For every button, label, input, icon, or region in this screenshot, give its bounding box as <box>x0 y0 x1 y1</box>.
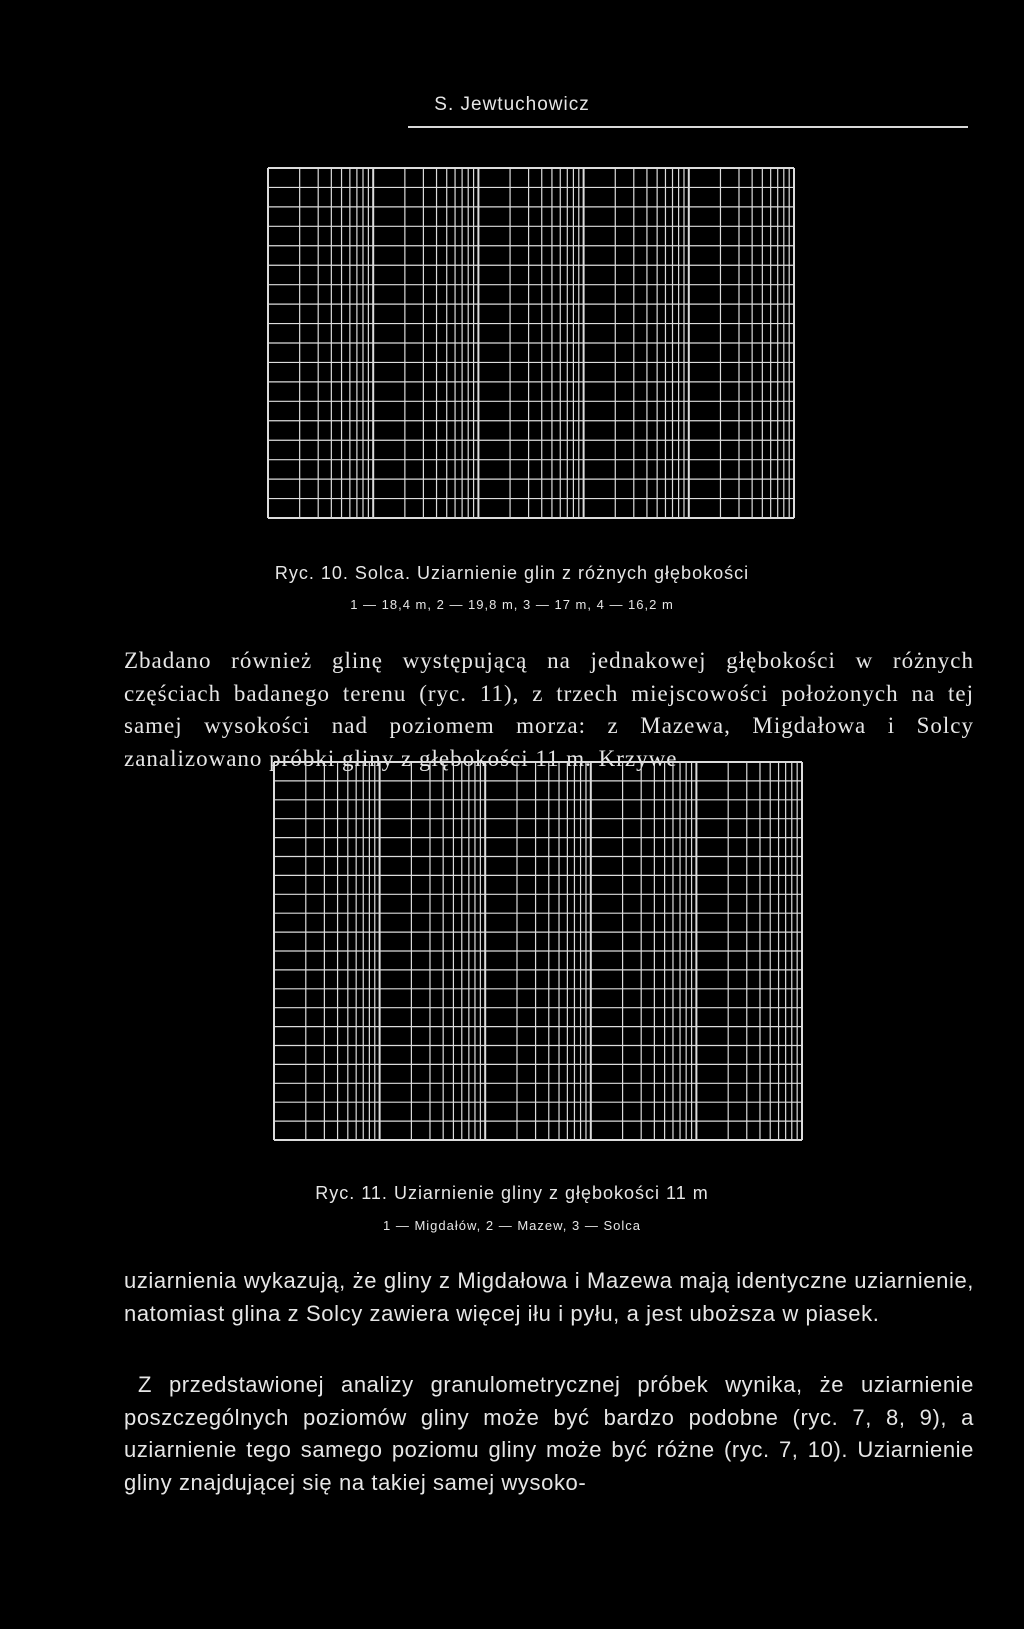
figure-10-legend: 1 — 18,4 m, 2 — 19,8 m, 3 — 17 m, 4 — 16,2 m <box>350 597 674 612</box>
paragraph-3-text: Z przedstawionej analizy granulometrycznej próbek wynika, że uziarnienie poszczególnych poziomów gliny może być bardzo podobne (ryc. 7, 8, 9), a uziarnienie tego samego poziomu gliny może być różne (ryc. 7, 10). Uziarnienie gliny znajdującej się na takiej samej wysoko- <box>124 1372 974 1495</box>
figure-11-legend: 1 — Migdałów, 2 — Mazew, 3 — Solca <box>383 1218 641 1233</box>
figure-10-caption: Ryc. 10. Solca. Uziarnienie glin z różnych głębokości <box>274 563 750 583</box>
paragraph-3 <box>124 1369 974 1499</box>
figure-10-grid <box>266 166 796 520</box>
running-title: S. Jewtuchowicz <box>434 94 590 115</box>
header-rule <box>408 126 968 128</box>
figure-11-grid <box>272 760 804 1142</box>
paragraph-2: uziarnienia wykazują, że gliny z Migdałowa i Mazewa mają identyczne uziarnienie, natomiast glina z Solcy zawiera więcej iłu i pyłu, a jest uboższa w piasek. <box>124 1268 974 1326</box>
paragraph-1: Zbadano również glinę występującą na jednakowej głębokości w różnych częściach badanego terenu (ryc. 11), z trzech miejscowości położonych na tej samej wysokości nad poziomem morza: z Mazewa, Migdałowa i Solcy zanalizowano próbki gliny z głębokości 11 m. Krzywe <box>124 648 974 771</box>
figure-11-caption: Ryc. 11. Uziarnienie gliny z głębokości 11 m <box>315 1183 709 1203</box>
